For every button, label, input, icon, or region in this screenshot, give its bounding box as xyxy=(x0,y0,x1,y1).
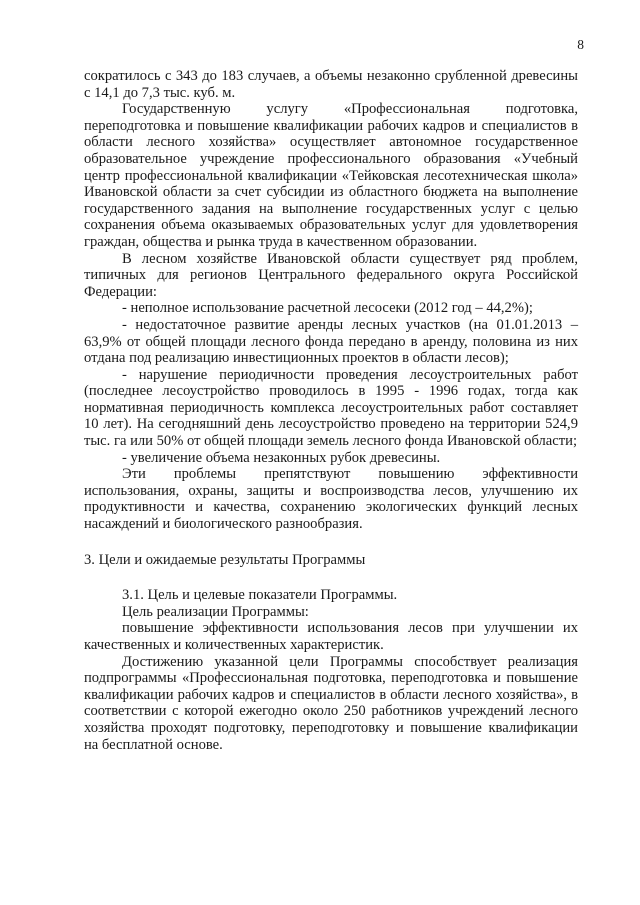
page-number: 8 xyxy=(577,37,584,52)
paragraph-problems-intro: В лесном хозяйстве Ивановской области существует ряд проблем, типичных для регионов Центрального федерального округа Российской Федерации: xyxy=(84,250,578,300)
list-item-illegal-logging: - увеличение объема незаконных рубок древесины. xyxy=(122,449,441,466)
paragraph-forest-violations: сократилось с 343 до 183 случаев, а объемы незаконно срубленной древесины с 14,1 до 7,3 тыс. куб. м. xyxy=(84,68,578,101)
list-item-allowable-cut: - неполное использование расчетной лесосеки (2012 год – 44,2%); xyxy=(122,300,533,317)
paragraph-subprogram: Достижению указанной цели Программы способствует реализация подпрограммы «Профессиональная подготовка, переподготовка и повышение квалификации рабочих кадров и специалистов в области лесного хозяйства», в соответствии с которой ежегодно около 250 работников учреждений лесного хозяйства проходят подготовку, переподготовку и повышение квалификации на бесплатной основе. xyxy=(84,653,578,753)
paragraph-goal-label: Цель реализации Программы: xyxy=(122,603,309,620)
paragraph-problems-effect: Эти проблемы препятствуют повышению эффективности использования, охраны, защиты и воспроизводства лесов, улучшению их продуктивности и качества, сохранению экологических функций лесных насаждений и биологического разнообразия. xyxy=(84,466,578,533)
text-column xyxy=(84,68,578,753)
paragraph-goal-indicators: 3.1. Цель и целевые показатели Программы. xyxy=(122,587,398,604)
list-item-lease-development: - недостаточное развитие аренды лесных участков (на 01.01.2013 – 63,9% от общей площади лесного фонда передано в аренду, половина из них отдана под реализацию инвестиционных проектов в области лесов); xyxy=(84,316,578,367)
paragraph-state-service: Государственную услугу «Профессиональная подготовка, переподготовка и повышение квалификации рабочих кадров и специалистов в области лесного хозяйства» осуществляет автономное государственное образовательное учреждение профессионального образования «Учебный центр профессиональной квалификации «Тейковская лесотехническая школа» Ивановской области за счет субсидии из областного бюджета на выполнение государственного задания на выполнение государственных услуг с целью сохранения объема оказываемых образовательных услуг для удовлетворения граждан, общества и рынка труда в качественном образовании. xyxy=(84,101,578,250)
paragraph-goal-text: повышение эффективности использования лесов при улучшении их качественных и количественных характеристик. xyxy=(84,620,578,653)
list-item-forest-inventory: - нарушение периодичности проведения лесоустроительных работ (последнее лесоустройство проводилось в 1995 - 1996 годах, тогда как нормативная периодичность комплекса лесоустроительных работ составляет 10 лет). На сегодняшний день лесоустройство проведено на территории 524,9 тыс. га или 50% от общей площади земель лесного фонда Ивановской области; xyxy=(84,366,578,450)
section-heading: 3. Цели и ожидаемые результаты Программы xyxy=(84,551,366,568)
